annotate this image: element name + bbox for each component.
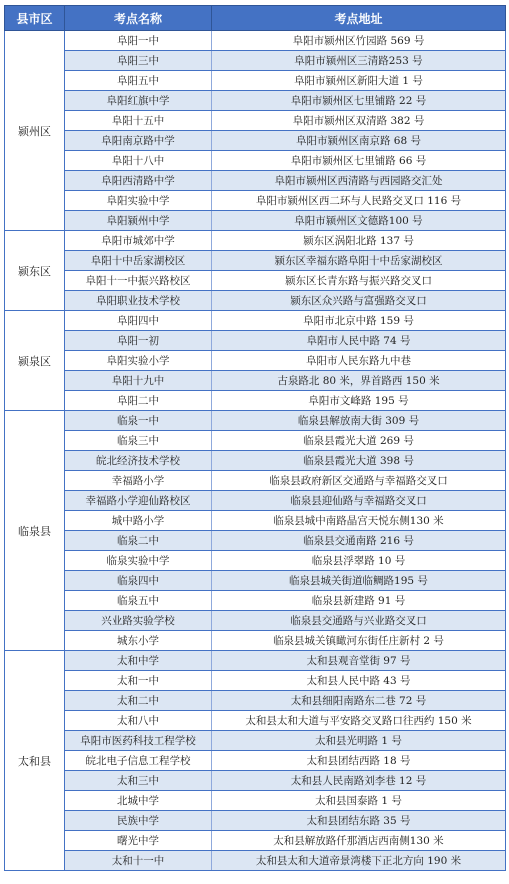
site-address-cell: 太和县光明路 1 号 — [212, 731, 506, 751]
site-address-cell: 阜阳市文峰路 195 号 — [212, 391, 506, 411]
table-row — [5, 91, 506, 111]
table-row — [5, 231, 506, 251]
site-address-cell: 临泉县迎仙路与幸福路交叉口 — [212, 491, 506, 511]
site-name-cell: 阜阳职业技术学校 — [65, 291, 212, 311]
header-site-address: 考点地址 — [212, 6, 506, 31]
site-name-cell: 幸福路小学迎仙路校区 — [65, 491, 212, 511]
table-row — [5, 611, 506, 631]
header-district: 县市区 — [5, 6, 65, 31]
site-name-cell: 太和一中 — [65, 671, 212, 691]
site-name-cell: 阜阳颍州中学 — [65, 211, 212, 231]
table-row — [5, 31, 506, 51]
site-name-cell: 太和三中 — [65, 771, 212, 791]
site-address-cell: 临泉县霞光大道 269 号 — [212, 431, 506, 451]
site-address-cell: 阜阳市颍州区七里铺路 22 号 — [212, 91, 506, 111]
table-row — [5, 391, 506, 411]
table-row — [5, 771, 506, 791]
table-row — [5, 191, 506, 211]
site-name-cell: 阜阳一中 — [65, 31, 212, 51]
site-name-cell: 皖北经济技术学校 — [65, 451, 212, 471]
table-row — [5, 311, 506, 331]
site-address-cell: 临泉县城关街道临鲷路195 号 — [212, 571, 506, 591]
site-name-cell: 阜阳红旗中学 — [65, 91, 212, 111]
site-address-cell: 太和县团结东路 35 号 — [212, 811, 506, 831]
site-name-cell: 北城中学 — [65, 791, 212, 811]
district-cell: 颍州区 — [5, 31, 65, 231]
table-row — [5, 811, 506, 831]
table-row — [5, 271, 506, 291]
site-name-cell: 临泉四中 — [65, 571, 212, 591]
district-cell: 临泉县 — [5, 411, 65, 651]
table-row — [5, 431, 506, 451]
table-row — [5, 351, 506, 371]
site-name-cell: 城东小学 — [65, 631, 212, 651]
site-name-cell: 民族中学 — [65, 811, 212, 831]
site-address-cell: 阜阳市北京中路 159 号 — [212, 311, 506, 331]
site-name-cell: 阜阳市城郊中学 — [65, 231, 212, 251]
site-name-cell: 阜阳五中 — [65, 71, 212, 91]
table-row — [5, 591, 506, 611]
table-row — [5, 251, 506, 271]
site-name-cell: 临泉实验中学 — [65, 551, 212, 571]
table-row — [5, 831, 506, 851]
table-row — [5, 471, 506, 491]
table-row — [5, 491, 506, 511]
table-row — [5, 711, 506, 731]
site-address-cell: 阜阳市人民中路 74 号 — [212, 331, 506, 351]
site-address-cell: 太和县人民中路 43 号 — [212, 671, 506, 691]
table-row — [5, 331, 506, 351]
site-address-cell: 阜阳市颍州区南京路 68 号 — [212, 131, 506, 151]
site-address-cell: 临泉县解放南大街 309 号 — [212, 411, 506, 431]
site-address-cell: 阜阳市颍州区三清路253 号 — [212, 51, 506, 71]
site-address-cell: 阜阳市颍州区西清路与西园路交汇处 — [212, 171, 506, 191]
site-name-cell: 幸福路小学 — [65, 471, 212, 491]
site-name-cell: 临泉五中 — [65, 591, 212, 611]
site-name-cell: 阜阳实验中学 — [65, 191, 212, 211]
site-address-cell: 临泉县浮翠路 10 号 — [212, 551, 506, 571]
table-row — [5, 531, 506, 551]
table-row — [5, 791, 506, 811]
site-name-cell: 兴业路实验学校 — [65, 611, 212, 631]
site-name-cell: 太和二中 — [65, 691, 212, 711]
site-address-cell: 阜阳市颍州区文德路100 号 — [212, 211, 506, 231]
table-row — [5, 851, 506, 871]
table-row — [5, 691, 506, 711]
site-name-cell: 阜阳一初 — [65, 331, 212, 351]
site-address-cell: 颍东区幸福东路阜阳十中岳家湖校区 — [212, 251, 506, 271]
site-name-cell: 曙光中学 — [65, 831, 212, 851]
site-address-cell: 临泉县城中南路晶宫天悦东侧130 米 — [212, 511, 506, 531]
table-row — [5, 451, 506, 471]
table-row — [5, 111, 506, 131]
site-address-cell: 太和县人民南路刘李巷 12 号 — [212, 771, 506, 791]
site-name-cell: 临泉一中 — [65, 411, 212, 431]
header-row — [5, 6, 506, 31]
site-address-cell: 阜阳市颍州区新阳大道 1 号 — [212, 71, 506, 91]
table-row — [5, 171, 506, 191]
site-name-cell: 阜阳十一中振兴路校区 — [65, 271, 212, 291]
site-address-cell: 临泉县交通路与兴业路交叉口 — [212, 611, 506, 631]
site-address-cell: 临泉县政府新区交通路与幸福路交叉口 — [212, 471, 506, 491]
site-name-cell: 太和八中 — [65, 711, 212, 731]
site-name-cell: 临泉二中 — [65, 531, 212, 551]
site-address-cell: 太和县团结西路 18 号 — [212, 751, 506, 771]
site-address-cell: 太和县解放路仟那酒店西南侧130 米 — [212, 831, 506, 851]
table-row — [5, 671, 506, 691]
site-name-cell: 阜阳十九中 — [65, 371, 212, 391]
site-address-cell: 阜阳市颍州区七里铺路 66 号 — [212, 151, 506, 171]
table-row — [5, 211, 506, 231]
table-row — [5, 511, 506, 531]
site-name-cell: 阜阳三中 — [65, 51, 212, 71]
site-name-cell: 皖北电子信息工程学校 — [65, 751, 212, 771]
site-address-cell: 太和县国泰路 1 号 — [212, 791, 506, 811]
table-header — [5, 6, 506, 31]
table-row — [5, 571, 506, 591]
table-row — [5, 371, 506, 391]
table-row — [5, 751, 506, 771]
site-name-cell: 阜阳西清路中学 — [65, 171, 212, 191]
district-cell: 颍东区 — [5, 231, 65, 311]
site-name-cell: 阜阳十八中 — [65, 151, 212, 171]
table-row — [5, 551, 506, 571]
site-address-cell: 临泉县霞光大道 398 号 — [212, 451, 506, 471]
table-row — [5, 151, 506, 171]
site-name-cell: 阜阳市医药科技工程学校 — [65, 731, 212, 751]
exam-site-table-container — [4, 5, 505, 871]
site-name-cell: 阜阳实验小学 — [65, 351, 212, 371]
site-address-cell: 阜阳市人民东路九中巷 — [212, 351, 506, 371]
site-address-cell: 阜阳市颍州区双清路 382 号 — [212, 111, 506, 131]
site-name-cell: 城中路小学 — [65, 511, 212, 531]
site-name-cell: 阜阳二中 — [65, 391, 212, 411]
table-row — [5, 651, 506, 671]
site-address-cell: 临泉县城关镇瞰河东街任庄新村 2 号 — [212, 631, 506, 651]
site-address-cell: 临泉县交通南路 216 号 — [212, 531, 506, 551]
site-name-cell: 阜阳十五中 — [65, 111, 212, 131]
site-name-cell: 阜阳南京路中学 — [65, 131, 212, 151]
table-row — [5, 411, 506, 431]
table-row — [5, 291, 506, 311]
site-address-cell: 颍东区涡阳北路 137 号 — [212, 231, 506, 251]
district-cell: 颍泉区 — [5, 311, 65, 411]
table-row — [5, 131, 506, 151]
site-address-cell: 阜阳市颍州区竹园路 569 号 — [212, 31, 506, 51]
header-site-name: 考点名称 — [65, 6, 212, 31]
site-address-cell: 颍东区众兴路与富强路交叉口 — [212, 291, 506, 311]
site-name-cell: 阜阳十中岳家湖校区 — [65, 251, 212, 271]
site-address-cell: 颍东区长青东路与振兴路交叉口 — [212, 271, 506, 291]
district-cell: 太和县 — [5, 651, 65, 871]
site-address-cell: 阜阳市颍州区西二环与人民路交叉口 116 号 — [212, 191, 506, 211]
table-body — [5, 31, 506, 871]
site-name-cell: 太和中学 — [65, 651, 212, 671]
site-name-cell: 临泉三中 — [65, 431, 212, 451]
site-address-cell: 临泉县新建路 91 号 — [212, 591, 506, 611]
site-address-cell: 太和县观音堂街 97 号 — [212, 651, 506, 671]
site-address-cell: 古泉路北 80 米，界首路西 150 米 — [212, 371, 506, 391]
site-address-cell: 太和县太和大道帝景湾楼下正北方向 190 米 — [212, 851, 506, 871]
table-row — [5, 51, 506, 71]
site-name-cell: 太和十一中 — [65, 851, 212, 871]
table-row — [5, 631, 506, 651]
site-address-cell: 太和县太和大道与平安路交叉路口往西约 150 米 — [212, 711, 506, 731]
table-row — [5, 731, 506, 751]
table-row — [5, 71, 506, 91]
exam-site-table — [4, 5, 506, 871]
site-address-cell: 太和县细阳南路东二巷 72 号 — [212, 691, 506, 711]
site-name-cell: 阜阳四中 — [65, 311, 212, 331]
